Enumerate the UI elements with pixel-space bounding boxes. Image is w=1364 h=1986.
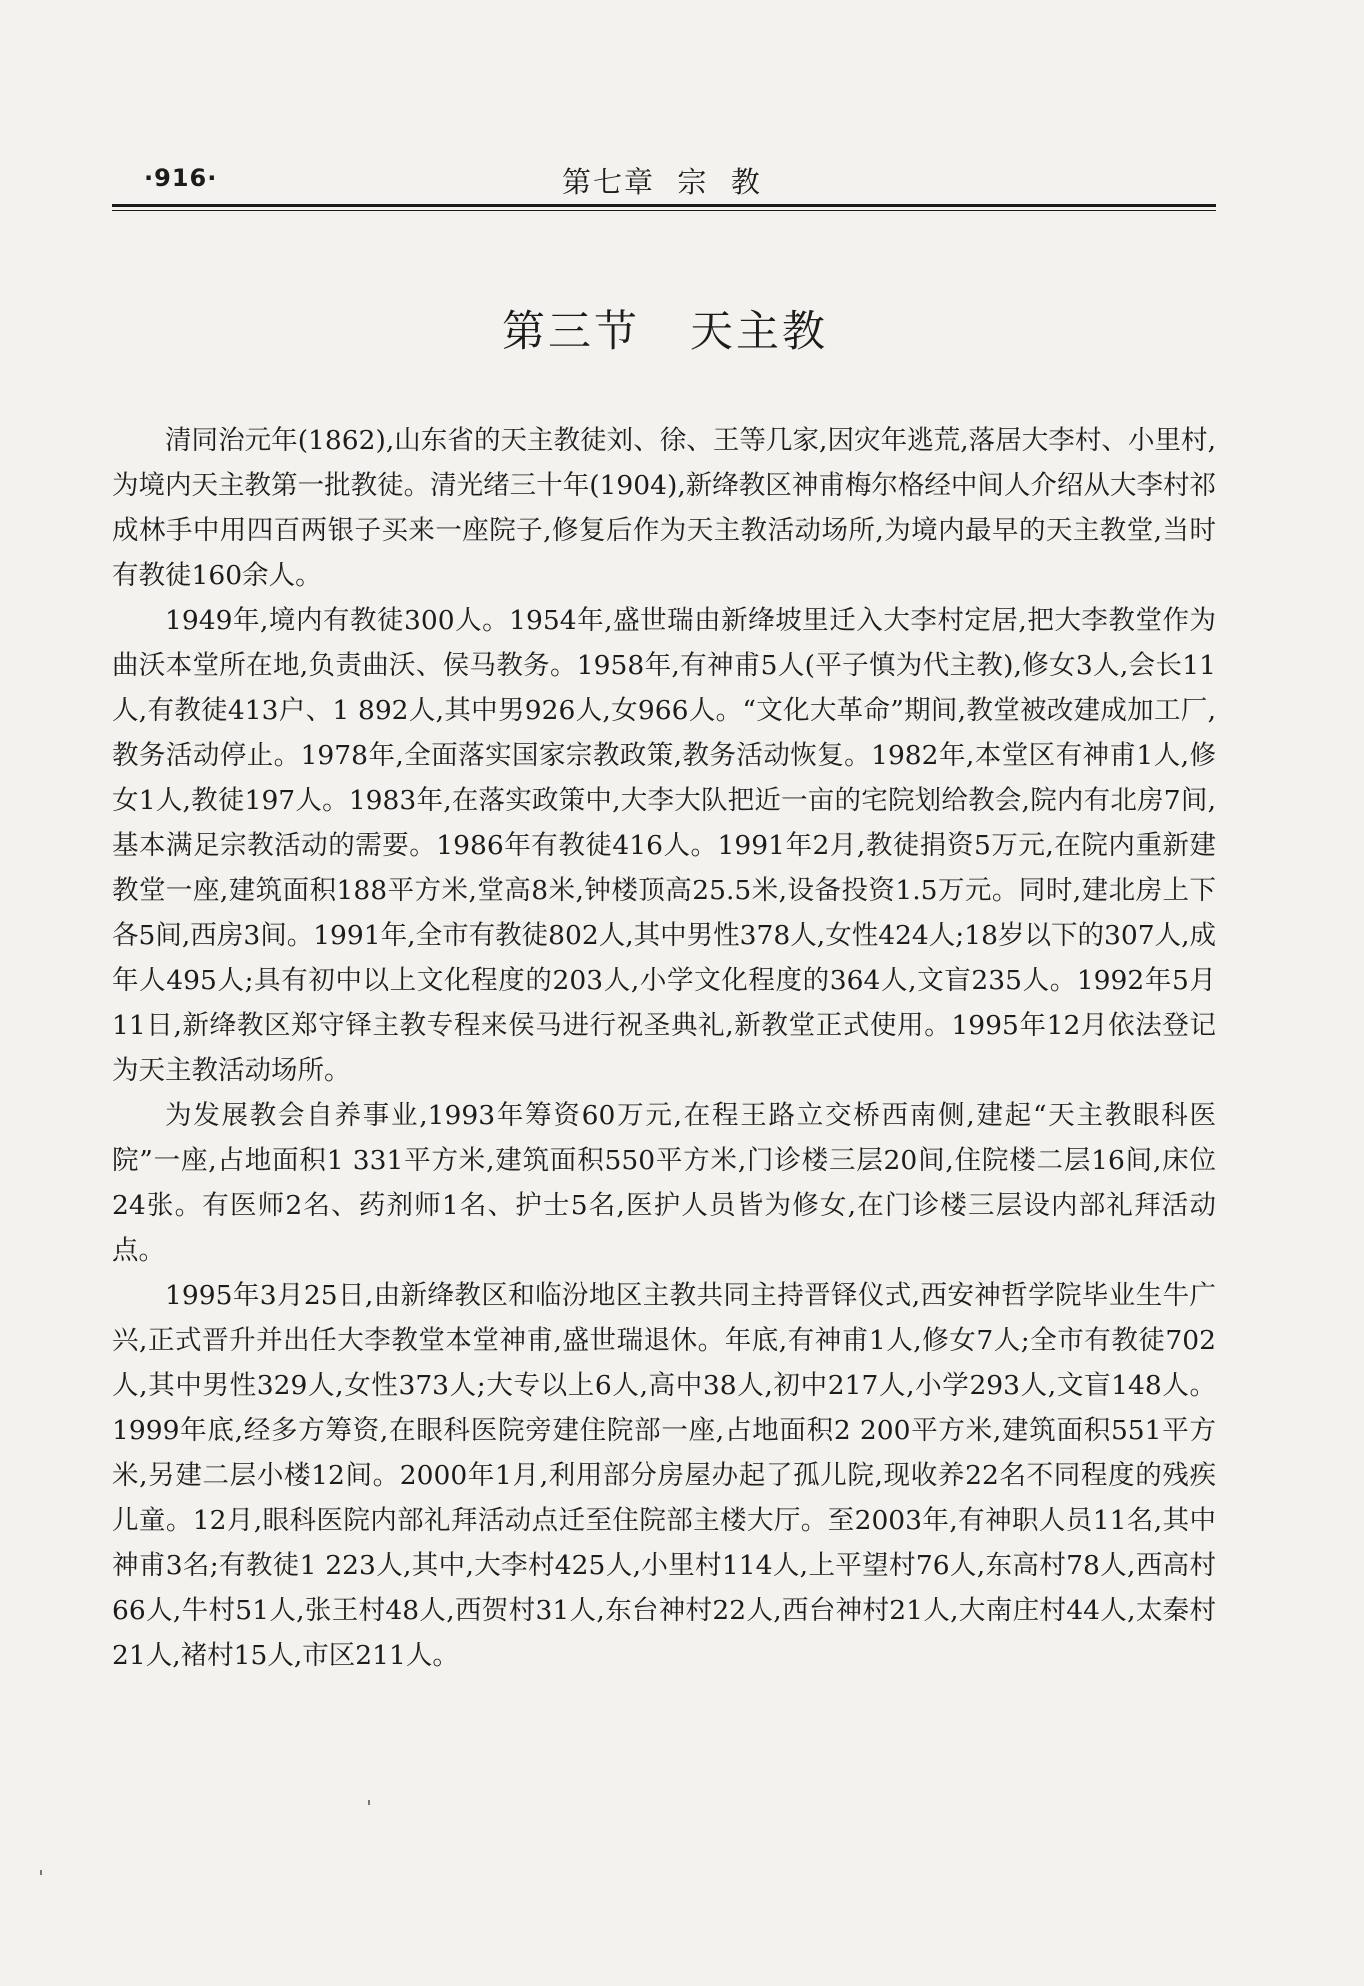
scan-speck (40, 1870, 42, 1875)
paragraph-3: 为发展教会自养事业,1993年筹资60万元,在程王路立交桥西南侧,建起“天主教眼科医院”一座,占地面积1 331平方米,建筑面积550平方米,门诊楼三层20间,住院楼二层16间,床位24张。有医师2名、药剂师1名、护士5名,医护人员皆为修女,在门诊楼三层设内部礼拜活动点。 (112, 1100, 1216, 1266)
paragraph-1: 清同治元年(1862),山东省的天主教徒刘、徐、王等几家,因灾年逃荒,落居大李村、小里村,为境内天主教第一批教徒。清光绪三十年(1904),新绛教区神甫梅尔格经中间人介绍从大李村祁成林手中用四百两银子买来一座院子,修复后作为天主教活动场所,为境内最早的天主教堂,当时有教徒160余人。 (112, 425, 1216, 591)
paragraph-4: 1995年3月25日,由新绛教区和临汾地区主教共同主持晋铎仪式,西安神哲学院毕业生牛广兴,正式晋升并出任大李教堂本堂神甫,盛世瑞退休。年底,有神甫1人,修女7人;全市有教徒702人,其中男性329人,女性373人;大专以上6人,高中38人,初中217人,小学293人,文盲148人。1999年底,经多方筹资,在眼科医院旁建住院部一座,占地面积2 200平方米,建筑面积551平方米,另建二层小楼12间。2000年1月,利用部分房屋办起了孤儿院,现收养22名不同程度的残疾儿童。12月,眼科医院内部礼拜活动点迁至住院部主楼大厅。至2003年,有神职人员11名,其中神甫3名;有教徒1 223人,其中,大李村425人,小里村114人,上平望村76人,东高村78人,西高村66人,牛村51人,张王村48人,西贺村31人,东台神村22人,西台神村21人,大南庄村44人,太秦村21人,褚村15人,市区211人。 (112, 1280, 1216, 1671)
paragraph-2: 1949年,境内有教徒300人。1954年,盛世瑞由新绛坡里迁入大李村定居,把大李教堂作为曲沃本堂所在地,负责曲沃、侯马教务。1958年,有神甫5人(平子慎为代主教),修女3人,会长11人,有教徒413户、1 892人,其中男926人,女966人。“文化大革命”期间,教堂被改建成加工厂,教务活动停止。1978年,全面落实国家宗教政策,教务活动恢复。1982年,本堂区有神甫1人,修女1人,教徒197人。1983年,在落实政策中,大李大队把近一亩的宅院划给教会,院内有北房7间,基本满足宗教活动的需要。1986年有教徒416人。1991年2月,教徒捐资5万元,在院内重新建教堂一座,建筑面积188平方米,堂高8米,钟楼顶高25.5米,设备投资1.5万元。同时,建北房上下各5间,西房3间。1991年,全市有教徒802人,其中男性378人,女性424人;18岁以下的307人,成年人495人;具有初中以上文化程度的203人,小学文化程度的364人,文盲235人。1992年5月11日,新绛教区郑守铎主教专程来侯马进行祝圣典礼,新教堂正式使用。1995年12月依法登记为天主教活动场所。 (112, 605, 1216, 1086)
header-rule-thin (112, 210, 1216, 211)
body-text (112, 418, 1216, 1678)
page-number: ·916· (144, 164, 218, 192)
chapter-title: 第七章 宗 教 (562, 165, 762, 199)
page-header (112, 150, 1216, 202)
header-rule-thick (112, 204, 1216, 207)
section-title: 第三节 天主教 (501, 307, 828, 357)
scan-speck (368, 1800, 370, 1805)
